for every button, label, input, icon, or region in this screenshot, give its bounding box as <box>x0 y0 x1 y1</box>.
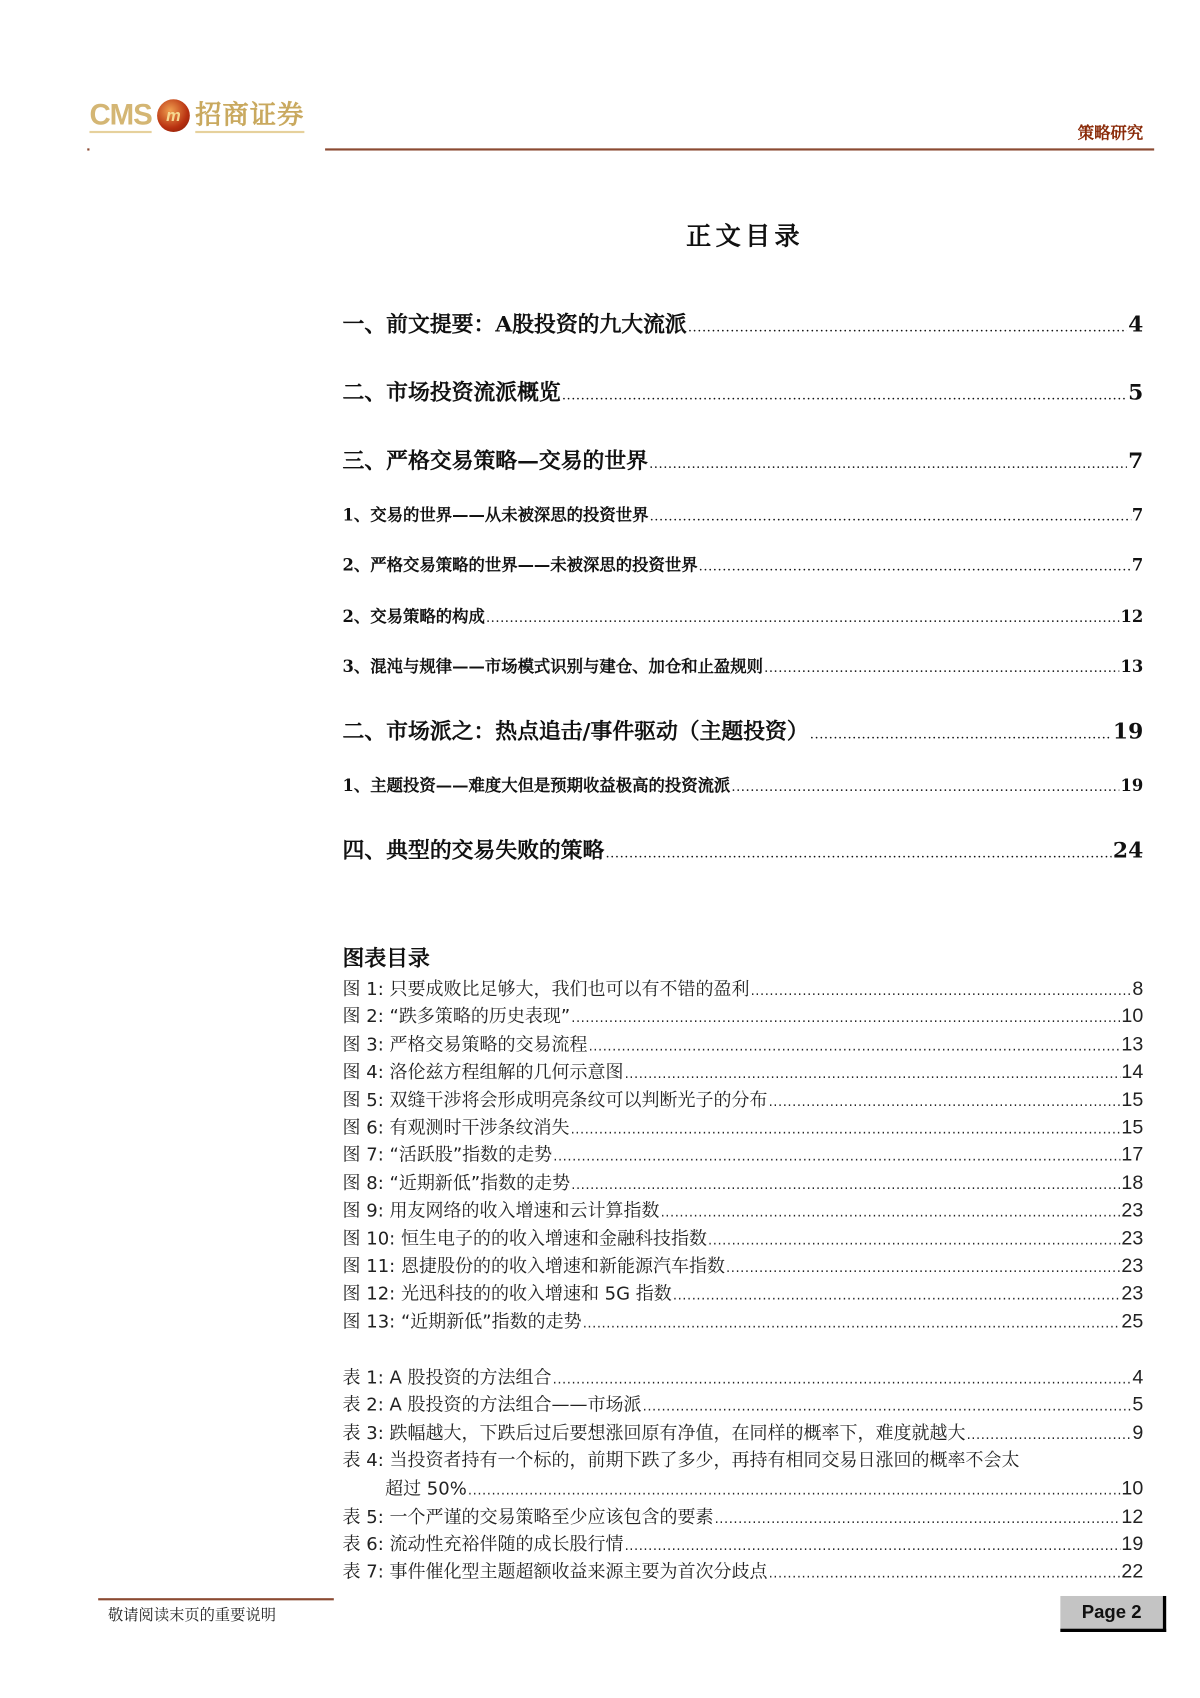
footer-rule <box>98 1598 334 1600</box>
toc-entry[interactable] <box>343 713 1144 745</box>
dot-leader <box>643 1399 1132 1414</box>
section-label: 策略研究 <box>1077 123 1144 143</box>
figure-entry[interactable] <box>343 1196 1144 1222</box>
entry-page: 15 <box>1121 1115 1144 1138</box>
figure-entry[interactable] <box>343 1307 1144 1333</box>
table-entry-line1[interactable] <box>343 1446 1144 1472</box>
entry-label: 四、典型的交易失败的策略 <box>342 836 605 863</box>
entry-label: 2、严格交易策略的世界——未被深思的投资世界 <box>342 555 698 575</box>
dot-leader <box>553 1149 1120 1164</box>
dot-leader <box>571 1011 1120 1026</box>
header-rule <box>325 148 1154 150</box>
entry-page: 23 <box>1121 1282 1144 1305</box>
entry-page: 17 <box>1121 1143 1144 1166</box>
entry-page: 23 <box>1121 1226 1144 1249</box>
figure-entry[interactable] <box>343 1085 1144 1111</box>
entry-label: 超过 50% <box>385 1478 467 1500</box>
dot-leader <box>625 1538 1121 1553</box>
entry-label: 表 5: 一个严谨的交易策略至少应该包含的要素 <box>342 1506 714 1527</box>
dot-leader <box>731 779 1119 794</box>
toc-entry[interactable] <box>343 604 1144 627</box>
entry-label: 图 11: 恩捷股份的的收入增速和新能源汽车指数 <box>342 1255 725 1277</box>
logo-emblem-icon: m <box>157 99 190 132</box>
dot-leader <box>583 1315 1121 1330</box>
entry-page: 18 <box>1121 1171 1144 1194</box>
entry-label: 图 12: 光迅科技的的收入增速和 5G 指数 <box>342 1283 672 1305</box>
dot-leader <box>715 1510 1121 1525</box>
entry-label: 2、交易策略的构成 <box>342 606 485 627</box>
entry-page: 7 <box>1128 447 1144 474</box>
entry-page: 23 <box>1121 1199 1144 1221</box>
entry-label: 图 13: “近期新低”指数的走势 <box>342 1311 582 1332</box>
figure-entry[interactable] <box>343 1030 1144 1056</box>
toc-entry[interactable] <box>343 503 1144 526</box>
entry-label: 三、严格交易策略—交易的世界 <box>342 447 648 474</box>
toc-entry[interactable] <box>343 443 1144 475</box>
entry-page: 13 <box>1120 656 1144 677</box>
logo-cn: 招商证券 <box>195 98 304 133</box>
figure-entry[interactable] <box>343 1140 1144 1166</box>
entry-label: 表 1: A 股投资的方法组合 <box>342 1366 552 1388</box>
entry-page: 22 <box>1121 1560 1144 1583</box>
dot-leader <box>661 1205 1121 1220</box>
entry-label: 图 5: 双缝干涉将会形成明亮条纹可以判断光子的分布 <box>342 1089 768 1111</box>
entry-page: 23 <box>1121 1254 1144 1277</box>
header-dot <box>87 148 89 150</box>
table-entry[interactable] <box>343 1363 1144 1389</box>
entry-label: 二、市场派之：热点追击/事件驱动（主题投资） <box>342 717 809 744</box>
entry-label: 3、混沌与规律——市场模式识别与建仓、加仓和止盈规则 <box>342 656 764 677</box>
dot-leader <box>708 1232 1120 1247</box>
dot-leader <box>553 1371 1132 1386</box>
dot-leader <box>726 1260 1120 1275</box>
entry-page: 19 <box>1120 775 1144 796</box>
figures-title: 图表目录 <box>342 944 430 971</box>
figure-entry[interactable] <box>343 1168 1144 1194</box>
table-entry[interactable] <box>343 1502 1144 1528</box>
footer-notice: 敬请阅读末页的重要说明 <box>107 1606 276 1625</box>
figure-entry[interactable] <box>343 1224 1144 1250</box>
figure-entry[interactable] <box>343 1002 1144 1028</box>
dot-leader <box>751 983 1132 998</box>
entry-page: 19 <box>1112 717 1144 744</box>
toc-entry[interactable] <box>343 832 1144 864</box>
entry-page: 14 <box>1121 1060 1144 1083</box>
dot-leader <box>571 1121 1121 1136</box>
entry-label: 1、交易的世界——从未被深思的投资世界 <box>342 505 649 525</box>
entry-page: 12 <box>1120 606 1144 627</box>
entry-label: 表 4: 当投资者持有一个标的，前期下跌了多少，再持有相同交易日涨回的概率不会太 <box>342 1450 1020 1471</box>
dot-leader <box>764 660 1119 675</box>
dot-leader <box>810 727 1112 742</box>
entry-page: 10 <box>1121 1477 1144 1500</box>
entry-label: 图 1: 只要成败比足够大，我们也可以有不错的盈利 <box>342 978 750 1000</box>
toc-entry[interactable] <box>343 655 1144 678</box>
table-entry[interactable] <box>385 1474 1143 1500</box>
dot-leader <box>625 1066 1121 1081</box>
entry-label: 表 2: A 股投资的方法组合——市场派 <box>342 1394 642 1416</box>
entry-label: 表 6: 流动性充裕伴随的成长股行情 <box>342 1533 624 1555</box>
entry-page: 4 <box>1132 1365 1144 1388</box>
figure-entry[interactable] <box>343 1113 1144 1139</box>
entry-label: 一、前文提要：A股投资的九大流派 <box>342 310 687 338</box>
dot-leader <box>967 1427 1132 1442</box>
entry-page: 13 <box>1121 1032 1144 1055</box>
entry-label: 图 3: 严格交易策略的交易流程 <box>342 1033 588 1055</box>
page-number: Page 2 <box>1060 1596 1166 1632</box>
dot-leader <box>769 1094 1121 1109</box>
toc-entry[interactable] <box>343 773 1144 796</box>
dot-leader <box>468 1483 1120 1498</box>
dot-leader <box>649 456 1127 471</box>
entry-label: 图 7: “活跃股”指数的走势 <box>342 1144 553 1166</box>
toc-entry[interactable] <box>343 307 1144 339</box>
entry-label: 二、市场投资流派概览 <box>342 378 561 405</box>
entry-page: 5 <box>1132 1393 1144 1416</box>
entry-page: 7 <box>1131 505 1144 525</box>
toc-entry[interactable] <box>343 553 1144 576</box>
entry-label: 表 7: 事件催化型主题超额收益来源主要为首次分歧点 <box>342 1561 768 1583</box>
dot-leader <box>562 387 1127 402</box>
entry-label: 图 8: “近期新低”指数的走势 <box>342 1172 571 1194</box>
dot-leader <box>486 610 1119 625</box>
entry-page: 5 <box>1128 378 1144 405</box>
dot-leader <box>605 845 1111 860</box>
entry-page: 9 <box>1132 1421 1144 1444</box>
dot-leader <box>650 508 1131 523</box>
dot-leader <box>589 1038 1121 1053</box>
company-logo <box>89 94 327 138</box>
entry-label: 图 9: 用友网络的收入增速和云计算指数 <box>342 1200 660 1221</box>
entry-page: 15 <box>1121 1088 1144 1111</box>
dot-leader <box>699 559 1131 574</box>
table-entry[interactable] <box>343 1557 1144 1583</box>
entry-page: 4 <box>1128 310 1144 338</box>
toc-entry[interactable] <box>343 374 1144 406</box>
entry-label: 图 10: 恒生电子的的收入增速和金融科技指数 <box>342 1227 707 1249</box>
dot-leader <box>688 320 1127 335</box>
entry-page: 25 <box>1121 1309 1144 1332</box>
entry-label: 图 4: 洛伦兹方程组解的几何示意图 <box>342 1061 624 1083</box>
dot-leader <box>769 1566 1121 1581</box>
entry-label: 表 3: 跌幅越大，下跌后过后要想涨回原有净值，在同样的概率下，难度就越大 <box>342 1422 966 1444</box>
figure-entry[interactable] <box>343 974 1144 1000</box>
figure-entry[interactable] <box>343 1251 1144 1277</box>
entry-page: 24 <box>1112 836 1144 863</box>
entry-page: 10 <box>1121 1005 1144 1027</box>
entry-page: 19 <box>1121 1532 1144 1555</box>
dot-leader <box>673 1288 1120 1303</box>
entry-page: 8 <box>1132 977 1144 1000</box>
entry-page: 7 <box>1131 555 1144 575</box>
page-title: 正文目录 <box>686 221 804 251</box>
figure-entry[interactable] <box>343 1279 1144 1305</box>
entry-label: 图 2: “跌多策略的历史表现” <box>342 1006 571 1027</box>
dot-leader <box>571 1177 1120 1192</box>
logo-en: CMS <box>89 98 151 133</box>
entry-page: 12 <box>1121 1504 1144 1527</box>
table-entry[interactable] <box>343 1418 1144 1444</box>
entry-label: 图 6: 有观测时干涉条纹消失 <box>342 1117 570 1138</box>
entry-label: 1、主题投资——难度大但是预期收益极高的投资流派 <box>342 775 731 796</box>
figure-entry[interactable] <box>343 1057 1144 1083</box>
table-entry[interactable] <box>343 1529 1144 1555</box>
table-entry[interactable] <box>343 1390 1144 1416</box>
